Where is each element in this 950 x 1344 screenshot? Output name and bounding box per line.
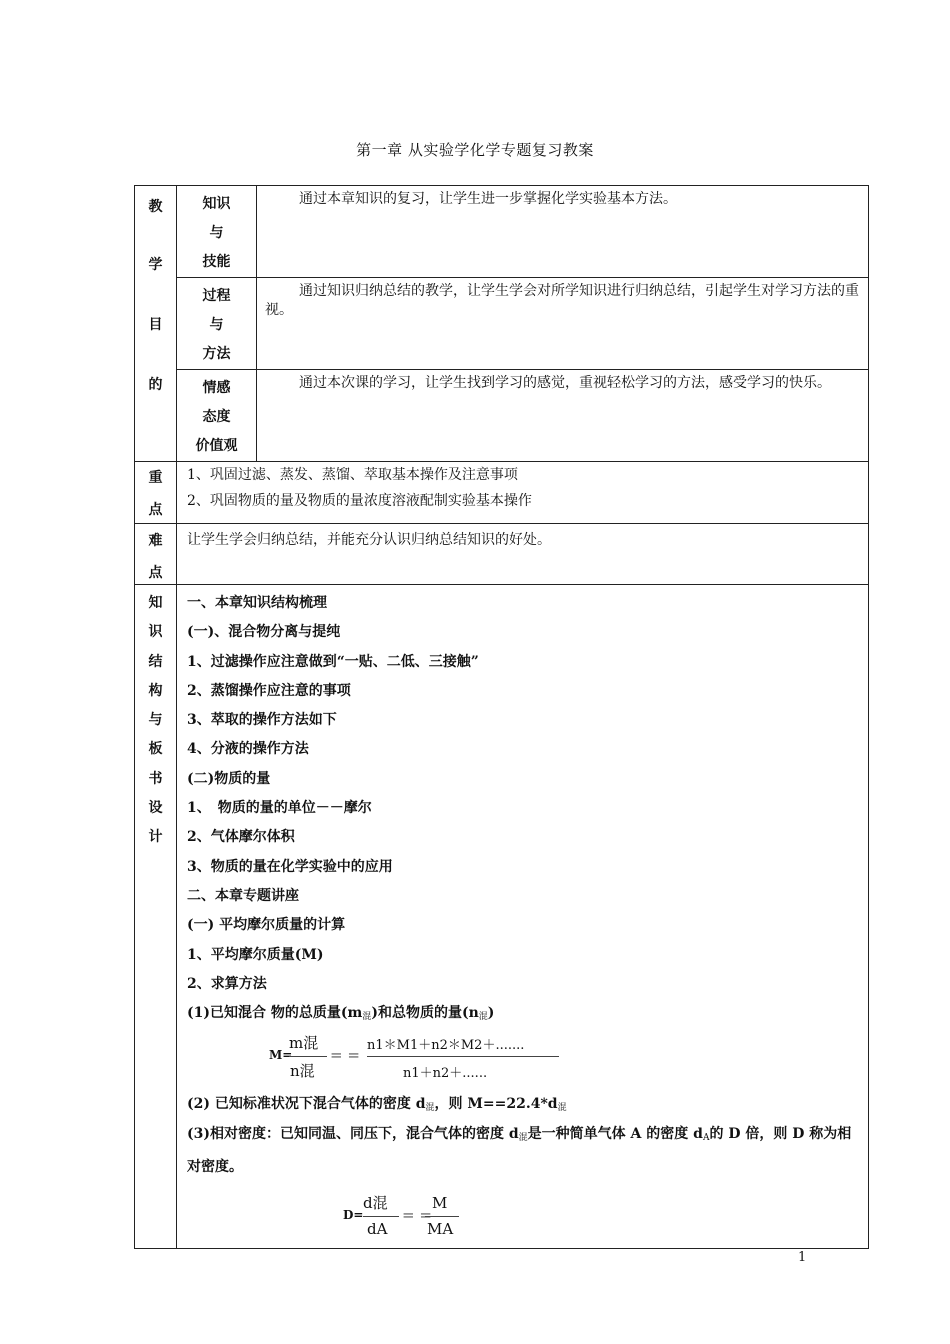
method-2-line: (2) 已知标准状况下混合气体的密度 $d_混$，则 $M==22.4*d_混$ xyxy=(187,1096,567,1114)
board-line: 3、物质的量在化学实验中的应用 xyxy=(187,858,393,875)
objective-sub-line: 价值观 xyxy=(195,438,238,454)
formula-fraction-denominator: MA xyxy=(427,1219,454,1238)
objectives-label-char: 的 xyxy=(148,377,163,393)
difficulties-text: 让学生学会归纳总结，并能充分认识归纳总结知识的好处。 xyxy=(187,532,551,548)
objectives-label-cell xyxy=(135,186,177,462)
board-line: (二)物质的量 xyxy=(187,770,271,787)
formula-equals: = = xyxy=(402,1205,432,1224)
board-label-char: 板 xyxy=(148,741,163,758)
objective-sub-line: 知识 xyxy=(202,196,231,212)
objective-text: 通过本章知识的复习，让学生进一步掌握化学实验基本方法。 xyxy=(299,191,677,207)
key-points-cell xyxy=(177,462,869,524)
board-label-char: 知 xyxy=(148,595,163,611)
board-label-char: 与 xyxy=(148,712,163,729)
board-label-char: 识 xyxy=(148,624,163,641)
board-line: 2、气体摩尔体积 xyxy=(187,829,295,846)
board-line: 二、本章专题讲座 xyxy=(187,887,299,904)
fraction-bar xyxy=(367,1056,559,1057)
document-title: 第一章 从实验学化学专题复习教案 xyxy=(356,141,594,159)
fraction-bar xyxy=(425,1216,459,1217)
objective-sub-line: 方法 xyxy=(202,346,231,362)
board-line: 4、分液的操作方法 xyxy=(187,741,309,758)
board-label-char: 计 xyxy=(148,829,163,846)
formula-lhs: M= xyxy=(269,1048,293,1063)
formula-fraction-numerator: n1＊M1＋n2＊M2＋....... xyxy=(367,1038,525,1054)
board-line: 1、过滤操作应注意做到“一贴、二低、三接触” xyxy=(187,653,479,670)
objective-text-process xyxy=(257,278,869,370)
board-line: 1、平均摩尔质量(M) xyxy=(187,946,324,963)
formula-equals: = = xyxy=(330,1046,360,1065)
key-point-item: 1、巩固过滤、蒸发、蒸馏、萃取基本操作及注意事项 xyxy=(187,467,518,483)
objective-sub-emotion xyxy=(177,370,257,462)
board-line: 2、蒸馏操作应注意的事项 xyxy=(187,682,351,699)
formula-fraction-denominator: n1＋n2＋...... xyxy=(403,1066,488,1082)
fraction-bar xyxy=(289,1056,327,1057)
formula-relative-density xyxy=(187,1182,868,1248)
objective-text-emotion xyxy=(257,370,869,462)
formula-fraction-numerator: d混 xyxy=(363,1193,388,1212)
objective-sub-line: 情感 xyxy=(202,380,231,396)
board-line: (一)、混合物分离与提纯 xyxy=(187,624,341,641)
board-line: 一、本章知识结构梳理 xyxy=(187,595,327,611)
objective-text-knowledge xyxy=(257,186,869,278)
objective-sub-line: 技能 xyxy=(202,254,231,270)
objectives-label-char: 学 xyxy=(148,257,163,273)
formula-average-molar-mass xyxy=(187,1028,868,1090)
objective-sub-line: 过程 xyxy=(202,288,231,304)
objective-sub-line: 态度 xyxy=(202,409,231,425)
difficulties-label-char: 点 xyxy=(148,565,163,581)
method-3-line: (3)相对密度：已知同温、同压下，混合气体的密度 $d_混$是一种简单气体 A 的密度 $d_A$的 D 倍，则 D 称为相对密度。 xyxy=(187,1125,852,1175)
objectives-label-char: 目 xyxy=(148,317,163,333)
board-content-cell xyxy=(177,585,869,1249)
board-label-char: 书 xyxy=(148,770,163,787)
board-line: 3、萃取的操作方法如下 xyxy=(187,712,337,729)
objective-text: 通过本次课的学习，让学生找到学习的感觉，重视轻松学习的方法，感受学习的快乐。 xyxy=(299,375,831,391)
objective-text: 通过知识归纳总结的教学，让学生学会对所学知识进行归纳总结，引起学生对学习方法的重视。 xyxy=(265,283,859,318)
board-line: 2、求算方法 xyxy=(187,975,267,992)
lesson-plan-table xyxy=(134,185,869,1249)
difficulties-label-char: 难 xyxy=(148,533,163,549)
board-label-char: 设 xyxy=(148,800,163,817)
formula-fraction-denominator: n混 xyxy=(290,1062,315,1081)
difficulties-cell xyxy=(177,524,869,585)
key-point-item: 2、巩固物质的量及物质的量浓度溶液配制实验基本操作 xyxy=(187,493,532,509)
formula-fraction-numerator: m混 xyxy=(289,1034,319,1053)
objective-sub-process xyxy=(177,278,257,370)
fraction-bar xyxy=(363,1216,399,1217)
board-label-char: 结 xyxy=(148,653,163,670)
formula-lhs: D= xyxy=(343,1207,364,1222)
board-label-cell xyxy=(135,585,177,1249)
objective-sub-knowledge xyxy=(177,186,257,278)
objectives-label-char: 教 xyxy=(148,199,163,215)
formula-fraction-numerator: M xyxy=(432,1193,448,1212)
key-points-label-char: 点 xyxy=(148,502,163,518)
key-points-label-char: 重 xyxy=(148,470,163,486)
board-line: 1、 物质的量的单位－－摩尔 xyxy=(187,800,372,817)
key-points-label-cell xyxy=(135,462,177,524)
objective-sub-line: 与 xyxy=(209,225,224,241)
difficulties-label-cell xyxy=(135,524,177,585)
board-line: (一) 平均摩尔质量的计算 xyxy=(187,917,346,934)
method-1-line: (1)已知混合 物的总质量$(m_混)$和总物质的量$(n_混)$ xyxy=(187,1005,495,1023)
board-label-char: 构 xyxy=(148,682,163,699)
page-number: 1 xyxy=(798,1250,807,1265)
objective-sub-line: 与 xyxy=(209,317,224,333)
formula-fraction-denominator: dA xyxy=(367,1219,388,1238)
